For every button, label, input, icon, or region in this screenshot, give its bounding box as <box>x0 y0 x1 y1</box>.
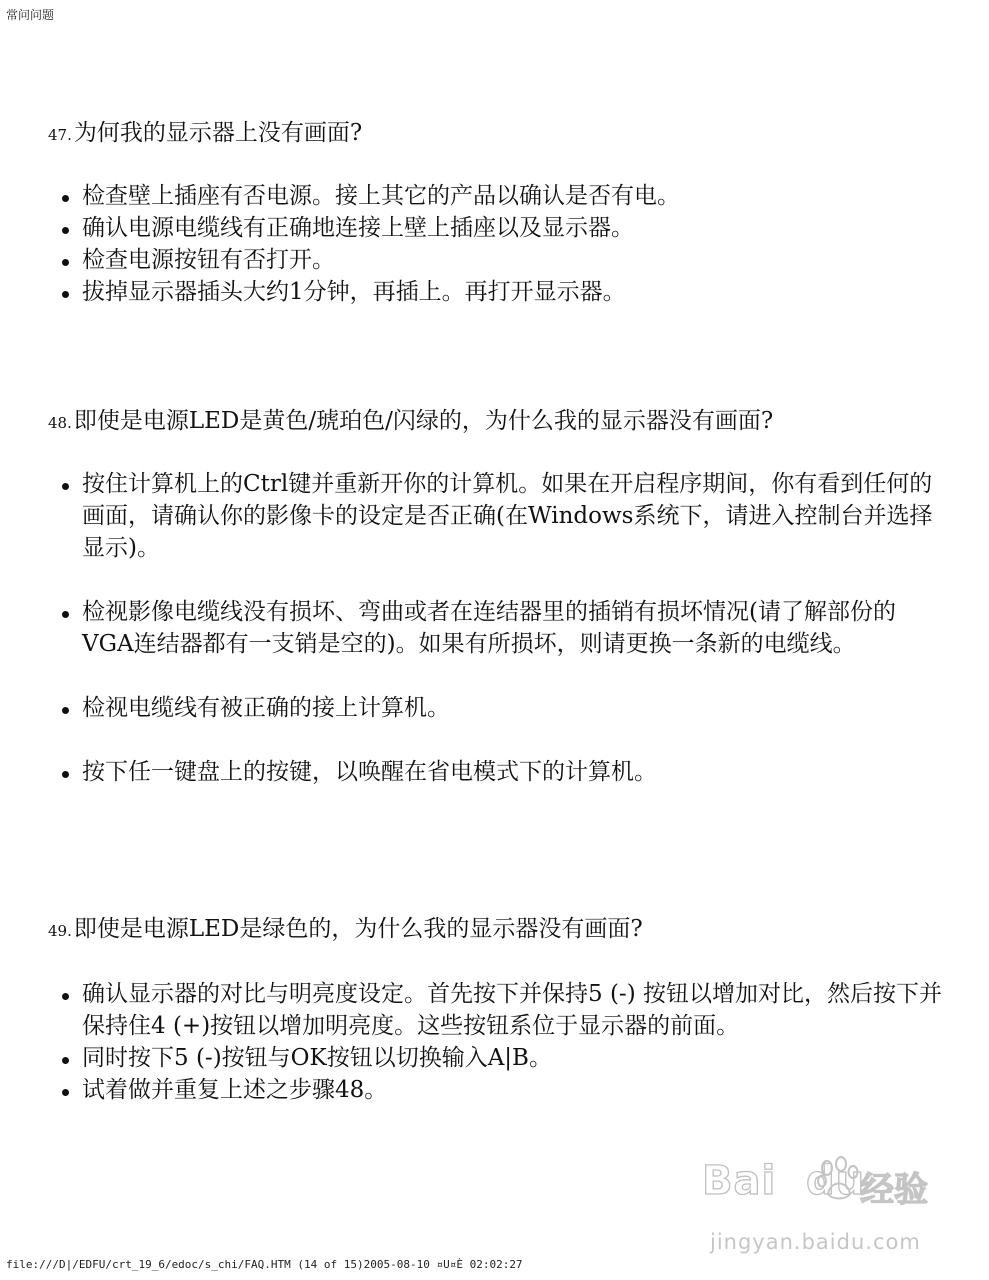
bullet-icon <box>62 611 69 618</box>
bullet-icon <box>62 993 69 1000</box>
faq-question-48 <box>48 406 948 785</box>
answer-text: 按下任一键盘上的按键，以唤醒在省电模式下的计算机。 <box>82 759 657 785</box>
question-text: 为何我的显示器上没有画面? <box>73 120 363 146</box>
question-title <box>48 914 948 946</box>
answer-list <box>62 180 942 308</box>
answer-text: 检视影像电缆线没有损坏、弯曲或者在连结器里的插销有损坏情况(请了解部份的VGA连结器都有一支销是空的)。如果有所损坏，则请更换一条新的电缆线。 <box>82 599 896 657</box>
bullet-icon <box>62 483 69 490</box>
question-text: 即使是电源LED是黄色/琥珀色/闪绿的，为什么我的显示器没有画面? <box>73 408 774 434</box>
answer-list <box>62 468 942 820</box>
bullet-icon <box>62 707 69 714</box>
question-number: 47. <box>48 126 72 144</box>
question-text: 即使是电源LED是绿色的，为什么我的显示器没有画面? <box>73 916 643 942</box>
answer-text: 试着做并重复上述之步骤48。 <box>82 1077 388 1103</box>
answer-item <box>62 244 942 276</box>
answer-item <box>62 692 942 724</box>
paw-icon <box>816 1154 860 1202</box>
question-title <box>48 118 948 150</box>
answer-text: 检视电缆线有被正确的接上计算机。 <box>82 695 450 721</box>
answer-item <box>62 978 942 1042</box>
jingyan-brand-text: 经验 <box>860 1170 928 1210</box>
baidu-logo-text: Bai du <box>702 1158 866 1204</box>
answer-text: 确认电源电缆线有正确地连接上壁上插座以及显示器。 <box>82 215 634 241</box>
bullet-icon <box>62 771 69 778</box>
answer-item <box>62 468 942 564</box>
answer-text: 按住计算机上的Ctrl键并重新开你的计算机。如果在开启程序期间，你有看到任何的画面，请确认你的影像卡的设定是否正确(在Windows系统下，请进入控制台并选择显示)。 <box>82 471 933 561</box>
bullet-icon <box>62 259 69 266</box>
question-number: 48. <box>48 414 72 432</box>
answer-item <box>62 276 942 308</box>
answer-list <box>62 978 942 1106</box>
answer-item <box>62 1042 942 1074</box>
answer-text: 检查壁上插座有否电源。接上其它的产品以确认是否有电。 <box>82 183 680 209</box>
bullet-icon <box>62 227 69 234</box>
answer-item <box>62 596 942 660</box>
answer-item <box>62 180 942 212</box>
page-header-title: 常问问题 <box>6 8 55 22</box>
answer-item <box>62 756 942 788</box>
bullet-icon <box>62 291 69 298</box>
bullet-icon <box>62 1057 69 1064</box>
answer-text: 确认显示器的对比与明亮度设定。首先按下并保持5 (-) 按钮以增加对比，然后按下并保持住4 (+)按钮以增加明亮度。这些按钮系位于显示器的前面。 <box>82 981 942 1039</box>
question-title <box>48 406 948 438</box>
faq-question-49 <box>48 914 948 1103</box>
answer-text: 检查电源按钮有否打开。 <box>82 247 335 273</box>
baidu-jingyan-watermark <box>700 1158 960 1268</box>
answer-item <box>62 1074 942 1106</box>
page-footer-path: file:///D|/EDFU/crt_19_6/edoc/s_chi/FAQ.HTM (14 of 15)2005-08-10 ¤U¤È 02:02:27 <box>6 1258 523 1271</box>
bullet-icon <box>62 1089 69 1096</box>
answer-text: 同时按下5 (-)按钮与OK按钮以切换输入A|B。 <box>82 1045 552 1071</box>
answer-text: 拔掉显示器插头大约1分钟，再插上。再打开显示器。 <box>82 279 626 305</box>
watermark-url: jingyan.baidu.com <box>710 1230 921 1254</box>
question-number: 49. <box>48 922 72 940</box>
bullet-icon <box>62 195 69 202</box>
faq-question-47 <box>48 118 948 305</box>
answer-item <box>62 212 942 244</box>
